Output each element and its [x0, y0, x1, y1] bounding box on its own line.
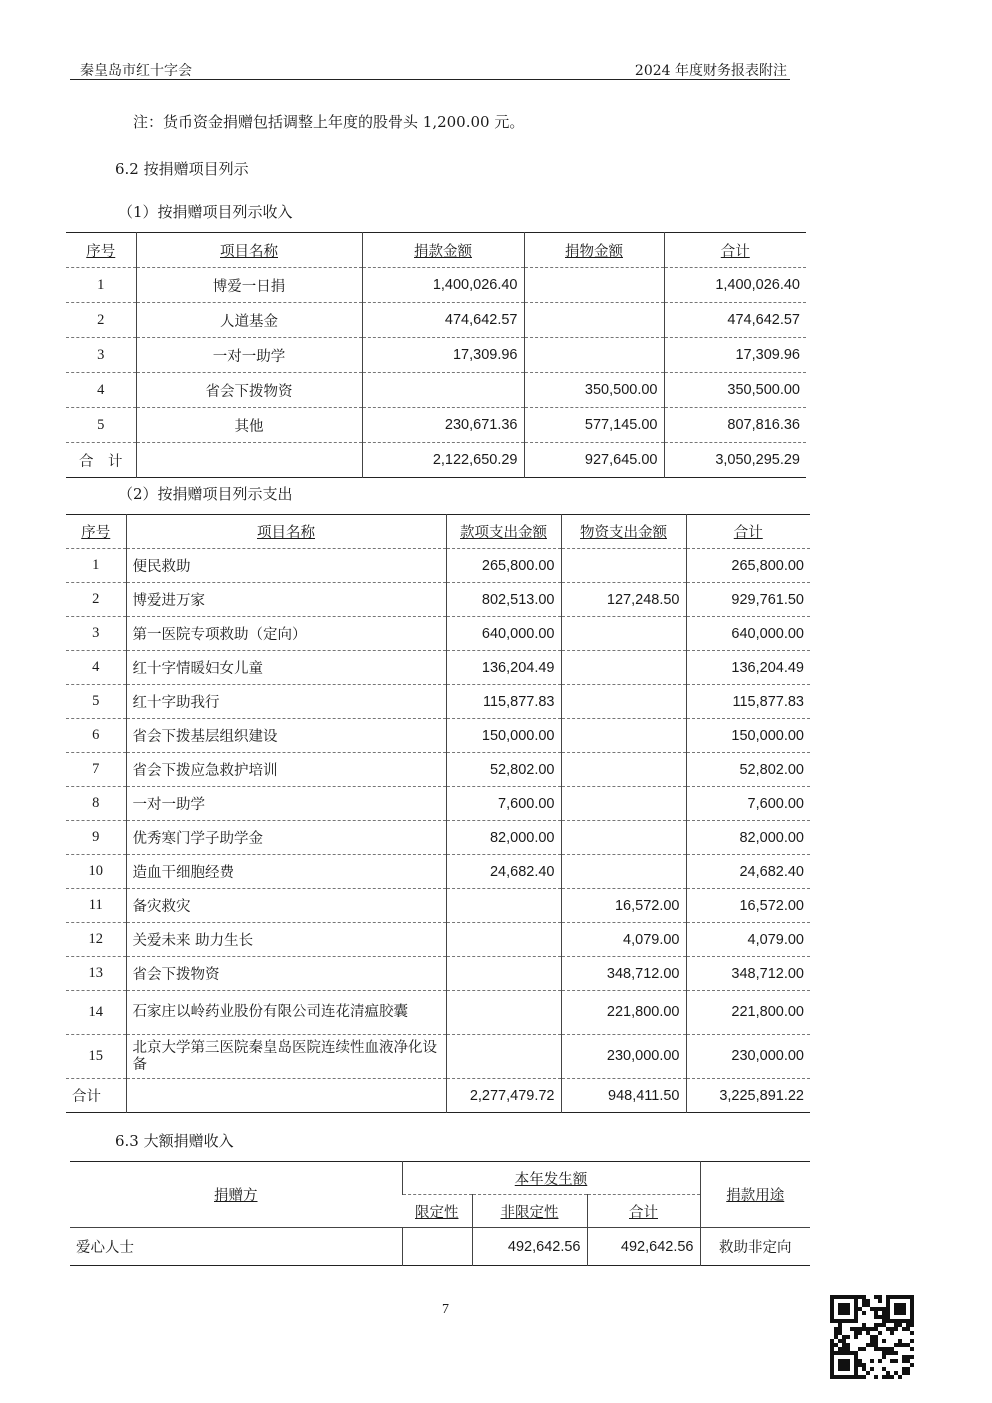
cell-index: 10 — [66, 855, 126, 889]
cell-total: 474,642.57 — [664, 303, 806, 338]
col-header: 合计 — [664, 233, 806, 268]
cell-cash: 150,000.00 — [446, 719, 561, 753]
cell-index: 7 — [66, 753, 126, 787]
cell-total: 136,204.49 — [686, 651, 810, 685]
cell-cash: 52,802.00 — [446, 753, 561, 787]
col-header: 序号 — [66, 233, 136, 268]
col-header: 合计 — [686, 515, 810, 549]
cell-index: 15 — [66, 1035, 126, 1079]
expense-subheading: （2）按捐赠项目列示支出 — [118, 485, 293, 503]
cell-project: 一对一助学 — [126, 787, 446, 821]
cell-index: 1 — [66, 268, 136, 303]
cell-index: 12 — [66, 923, 126, 957]
cell-goods — [561, 719, 686, 753]
cell-cash — [446, 889, 561, 923]
cell-cash: 136,204.49 — [446, 651, 561, 685]
cell-total: 150,000.00 — [686, 719, 810, 753]
col-header: 项目名称 — [136, 233, 362, 268]
cell-goods: 348,712.00 — [561, 957, 686, 991]
cell-index: 合计 — [66, 1079, 126, 1113]
cell-cash: 7,600.00 — [446, 787, 561, 821]
expense-by-project-table — [66, 514, 810, 1113]
cell-project: 省会下拨物资 — [126, 957, 446, 991]
cell-total: 7,600.00 — [686, 787, 810, 821]
table-header-row — [66, 233, 806, 268]
col-header: 捐物金额 — [524, 233, 664, 268]
table-row — [66, 685, 810, 719]
cell-project: 人道基金 — [136, 303, 362, 338]
cell-project: 便民救助 — [126, 549, 446, 583]
cell-cash: 802,513.00 — [446, 583, 561, 617]
table-row — [66, 373, 806, 408]
cell-total: 929,761.50 — [686, 583, 810, 617]
cell-cash: 474,642.57 — [362, 303, 524, 338]
cell-goods: 221,800.00 — [561, 991, 686, 1035]
cell-goods — [561, 617, 686, 651]
cell-total: 52,802.00 — [686, 753, 810, 787]
cell-goods: 577,145.00 — [524, 408, 664, 443]
table-header-row — [70, 1162, 810, 1195]
cell-project: 省会下拨物资 — [136, 373, 362, 408]
cell-project: 红十字情暖妇女儿童 — [126, 651, 446, 685]
table-row — [66, 855, 810, 889]
cell-cash: 2,122,650.29 — [362, 443, 524, 478]
page-number: 7 — [442, 1302, 449, 1317]
cell-cash: 265,800.00 — [446, 549, 561, 583]
table-row — [66, 617, 810, 651]
table-row — [66, 303, 806, 338]
cell-cash: 1,400,026.40 — [362, 268, 524, 303]
header-rule — [70, 79, 790, 80]
header-org: 秦皇岛市红十字会 — [80, 63, 192, 79]
cell-total: 24,682.40 — [686, 855, 810, 889]
total-row — [66, 443, 806, 478]
cell-project: 省会下拨应急救护培训 — [126, 753, 446, 787]
income-subheading: （1）按捐赠项目列示收入 — [118, 203, 293, 221]
table-row — [66, 338, 806, 373]
table-row — [66, 1035, 810, 1079]
cell-total: 4,079.00 — [686, 923, 810, 957]
cell-index: 9 — [66, 821, 126, 855]
cell-goods — [561, 685, 686, 719]
col-header: 物资支出金额 — [561, 515, 686, 549]
table-row — [66, 889, 810, 923]
cell-total: 640,000.00 — [686, 617, 810, 651]
table-row — [66, 549, 810, 583]
col-header-amount: 本年发生额 — [402, 1162, 700, 1195]
cell-project: 第一医院专项救助（定向） — [126, 617, 446, 651]
cell-goods — [561, 787, 686, 821]
cell-goods: 127,248.50 — [561, 583, 686, 617]
cell-cash — [446, 957, 561, 991]
table-row — [70, 1228, 810, 1266]
cell-cash: 2,277,479.72 — [446, 1079, 561, 1113]
cell-total: 82,000.00 — [686, 821, 810, 855]
cell-goods — [561, 651, 686, 685]
cell-goods — [524, 268, 664, 303]
cell-cash — [446, 1035, 561, 1079]
section-6-3-heading: 6.3 大额捐赠收入 — [115, 1132, 234, 1150]
cell-donor: 爱心人士 — [76, 1240, 134, 1256]
cell-use: 救助非定向 — [700, 1228, 810, 1266]
cell-total: 221,800.00 — [686, 991, 810, 1035]
cell-goods: 230,000.00 — [561, 1035, 686, 1079]
cell-goods — [561, 855, 686, 889]
cell-total: 17,309.96 — [664, 338, 806, 373]
cell-index: 4 — [66, 651, 126, 685]
cell-project: 一对一助学 — [136, 338, 362, 373]
cell-cash — [446, 923, 561, 957]
cell-goods — [561, 549, 686, 583]
cell-cash: 24,682.40 — [446, 855, 561, 889]
cell-total: 807,816.36 — [664, 408, 806, 443]
cell-total: 265,800.00 — [686, 549, 810, 583]
cell-index: 13 — [66, 957, 126, 991]
cell-total: 16,572.00 — [686, 889, 810, 923]
cell-total: 1,400,026.40 — [664, 268, 806, 303]
large-donation-table — [70, 1161, 810, 1266]
col-header-total: 合计 — [587, 1195, 700, 1228]
cell-total: 3,050,295.29 — [664, 443, 806, 478]
cell-goods: 16,572.00 — [561, 889, 686, 923]
cell-total: 348,712.00 — [686, 957, 810, 991]
cell-cash: 17,309.96 — [362, 338, 524, 373]
col-header: 项目名称 — [126, 515, 446, 549]
note-text: 注：货币资金捐赠包括调整上年度的股骨头 1,200.00 元。 — [133, 113, 525, 131]
cell-index: 6 — [66, 719, 126, 753]
table-header-row — [66, 515, 810, 549]
table-row — [66, 923, 810, 957]
income-by-project-table — [66, 232, 806, 478]
col-header-unrestricted: 非限定性 — [472, 1195, 587, 1228]
cell-goods — [561, 821, 686, 855]
table-row — [66, 787, 810, 821]
cell-restricted — [402, 1228, 472, 1266]
cell-index: 2 — [66, 303, 136, 338]
table-row — [66, 753, 810, 787]
cell-project: 备灾救灾 — [126, 889, 446, 923]
header-report-title: 2024 年度财务报表附注 — [634, 63, 787, 79]
cell-goods: 948,411.50 — [561, 1079, 686, 1113]
table-row — [66, 651, 810, 685]
cell-goods — [561, 753, 686, 787]
cell-project: 红十字助我行 — [126, 685, 446, 719]
cell-goods: 927,645.00 — [524, 443, 664, 478]
cell-cash — [446, 991, 561, 1035]
cell-project: 石家庄以岭药业股份有限公司连花清瘟胶囊 — [126, 991, 446, 1035]
cell-total: 350,500.00 — [664, 373, 806, 408]
cell-index: 1 — [66, 549, 126, 583]
table-row — [66, 991, 810, 1035]
col-header: 捐款金额 — [362, 233, 524, 268]
cell-project: 其他 — [136, 408, 362, 443]
total-row — [66, 1079, 810, 1113]
cell-goods — [524, 338, 664, 373]
cell-project: 优秀寒门学子助学金 — [126, 821, 446, 855]
cell-project — [136, 443, 362, 478]
cell-cash: 230,671.36 — [362, 408, 524, 443]
cell-project: 博爱进万家 — [126, 583, 446, 617]
section-6-2-heading: 6.2 按捐赠项目列示 — [115, 160, 249, 178]
table-row — [66, 719, 810, 753]
cell-total: 115,877.83 — [686, 685, 810, 719]
cell-index: 合 计 — [66, 443, 136, 478]
cell-index: 2 — [66, 583, 126, 617]
cell-index: 4 — [66, 373, 136, 408]
qr-code-image — [830, 1295, 914, 1379]
cell-project: 造血干细胞经费 — [126, 855, 446, 889]
table-row — [66, 268, 806, 303]
col-header-use: 捐款用途 — [700, 1162, 810, 1228]
cell-project: 博爱一日捐 — [136, 268, 362, 303]
cell-unrestricted: 492,642.56 — [472, 1228, 587, 1266]
col-header-donor: 捐赠方 — [70, 1162, 402, 1228]
table-row — [66, 821, 810, 855]
table-row — [66, 408, 806, 443]
cell-cash — [362, 373, 524, 408]
cell-index: 3 — [66, 338, 136, 373]
cell-cash: 115,877.83 — [446, 685, 561, 719]
cell-total: 230,000.00 — [686, 1035, 810, 1079]
cell-project: 关爱未来 助力生长 — [126, 923, 446, 957]
table-row — [66, 957, 810, 991]
cell-index: 5 — [66, 408, 136, 443]
cell-goods — [524, 303, 664, 338]
cell-index: 3 — [66, 617, 126, 651]
cell-index: 8 — [66, 787, 126, 821]
cell-goods: 4,079.00 — [561, 923, 686, 957]
cell-index: 14 — [66, 991, 126, 1035]
cell-total: 3,225,891.22 — [686, 1079, 810, 1113]
col-header-restricted: 限定性 — [402, 1195, 472, 1228]
col-header: 款项支出金额 — [446, 515, 561, 549]
cell-project: 省会下拨基层组织建设 — [126, 719, 446, 753]
cell-index: 5 — [66, 685, 126, 719]
cell-project — [126, 1079, 446, 1113]
cell-total: 492,642.56 — [587, 1228, 700, 1266]
col-header: 序号 — [66, 515, 126, 549]
cell-cash: 82,000.00 — [446, 821, 561, 855]
cell-cash: 640,000.00 — [446, 617, 561, 651]
cell-goods: 350,500.00 — [524, 373, 664, 408]
cell-project: 北京大学第三医院秦皇岛医院连续性血液净化设备 — [126, 1035, 446, 1079]
table-row — [66, 583, 810, 617]
cell-index: 11 — [66, 889, 126, 923]
